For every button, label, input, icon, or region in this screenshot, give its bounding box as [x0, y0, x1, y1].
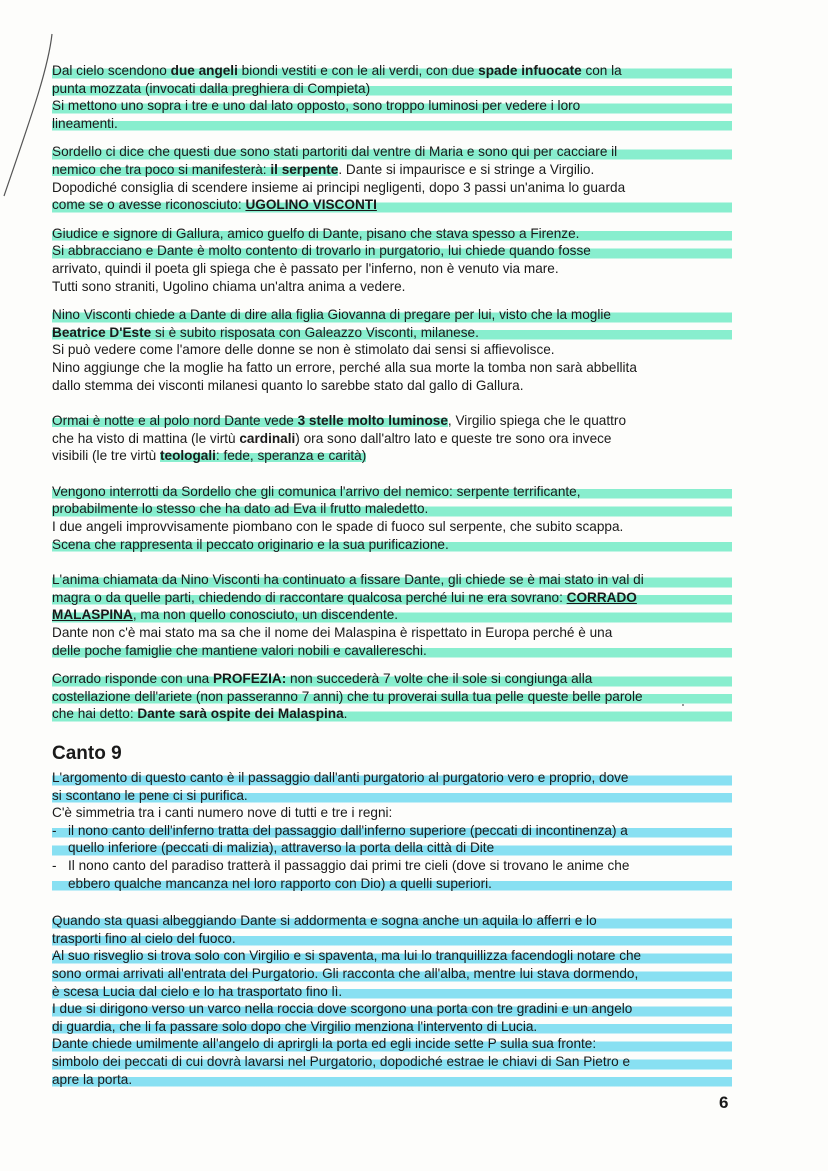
page-content: [52, 62, 732, 1099]
text-line: sono ormai arrivati all'entrata del Purgatorio. Gli racconta che all'alba, mentre lui stava dormendo,: [52, 965, 732, 983]
text-line: delle poche famiglie che mantiene valori nobili e cavallereschi.: [52, 642, 732, 660]
text-line: trasporti fino al cielo del fuoco.: [52, 930, 732, 948]
text-line: si scontano le pene ci si purifica.: [52, 787, 732, 805]
text-line: punta mozzata (invocati dalla preghiera di Compieta): [52, 80, 732, 98]
pen-margin-stroke: [0, 30, 60, 200]
text-line: Nino Visconti chiede a Dante di dire alla figlia Giovanna di pregare per lui, visto che la moglie: [52, 306, 732, 324]
paragraph-stars: [52, 412, 732, 465]
text-line: Sordello ci dice che questi due sono stati partoriti dal ventre di Maria e sono qui per cacciare il: [52, 143, 732, 161]
text-line: come se o avesse riconosciuto: UGOLINO VISCONTI: [52, 196, 732, 214]
text-line: magra o da quelle parti, chiedendo di raccontare qualcosa perché lui ne era sovrano: CORRADO: [52, 589, 732, 607]
text-line: probabilmente lo stesso che ha dato ad Eva il frutto maledetto.: [52, 500, 732, 518]
text-line: Al suo risveglio si trova solo con Virgilio e si spaventa, ma lui lo tranquillizza facendogli notare che: [52, 947, 732, 965]
paragraph-serpent: [52, 483, 732, 553]
text-line: costellazione dell'ariete (non passeranno 7 anni) che tu proverai sulla tua pelle queste belle parole: [52, 688, 732, 706]
paragraph-angels: [52, 62, 732, 132]
text-line: Dal cielo scendono due angeli biondi vestiti e con le ali verdi, con due spade infuocate con la: [52, 62, 732, 80]
text-line: Dopodiché consiglia di scendere insieme ai principi negligenti, dopo 3 passi un'anima lo guarda: [52, 179, 626, 195]
text-line: visibili (le tre virtù teologali: fede, speranza e carità): [52, 448, 367, 464]
text-line: Beatrice D'Este si è subito risposata con Galeazzo Visconti, milanese.: [52, 324, 732, 342]
text-line: Quando sta quasi albeggiando Dante si addormenta e sogna anche un aquila lo afferri e lo: [52, 912, 732, 930]
text-line: apre la porta.: [52, 1071, 732, 1089]
text-line: Tutti sono straniti, Ugolino chiama un'altra anima a vedere.: [52, 278, 406, 294]
text-line: Si mettono uno sopra i tre e uno dal lato opposto, sono troppo luminosi per vedere i loro: [52, 97, 732, 115]
text-line: Ormai è notte e al polo nord Dante vede 3 stelle molto luminose, Virgilio spiega che le quattro: [52, 413, 627, 429]
text-line: dallo stemma dei visconti milanesi quanto lo sarebbe stato dal gallo di Gallura.: [52, 377, 524, 393]
paper-speck: [682, 704, 684, 706]
text-line: Dante non c'è mai stato ma sa che il nome dei Malaspina è rispettato in Europa perché è una: [52, 625, 613, 641]
paragraph-profezia: [52, 670, 732, 723]
page-number: 6: [719, 1093, 729, 1112]
text-line: nemico che tra poco si manifesterà: il serpente. Dante si impaurisce e si stringe a Virgilio.: [52, 161, 595, 177]
paragraph-nino: [52, 306, 732, 394]
text-line: Si può vedere come l'amore delle donne se non è stimolato dai sensi si affievolisce.: [52, 342, 555, 358]
bullet-item-continuation: ebbero qualche mancanza nel loro rapporto con Dio) a quelli superiori.: [52, 875, 732, 893]
text-line: che ha visto di mattina (le virtù cardinali) ora sono dall'altro lato e queste tre sono ora invece: [52, 430, 612, 446]
text-line: Corrado risponde con una PROFEZIA: non succederà 7 volte che il sole si congiunga alla: [52, 670, 732, 688]
text-line: arrivato, quindi il poeta gli spiega che è passato per l'inferno, non è venuto via mare.: [52, 260, 559, 276]
text-line: Giudice e signore di Gallura, amico guelfo di Dante, pisano che stava spesso a Firenze.: [52, 225, 732, 243]
section-heading-canto-9: Canto 9: [52, 743, 122, 764]
text-line: di guardia, che li fa passare solo dopo che Virgilio menziona l'intervento di Lucia.: [52, 1018, 732, 1036]
text-line: lineamenti.: [52, 115, 732, 133]
text-line: MALASPINA, ma non quello conosciuto, un discendente.: [52, 606, 732, 624]
text-line: Vengono interrotti da Sordello che gli comunica l'arrivo del nemico: serpente terrificante,: [52, 483, 732, 501]
text-line: è scesa Lucia dal cielo e lo ha trasportato fino lì.: [52, 983, 732, 1001]
text-line: C'è simmetria tra i canti numero nove di tutti e tre i regni:: [52, 805, 393, 821]
paragraph-sordello: [52, 143, 732, 213]
text-line: Dante chiede umilmente all'angelo di aprirgli la porta ed egli incide sette P sulla sua fronte:: [52, 1035, 732, 1053]
text-line: Nino aggiunge che la moglie ha fatto un errore, perché alla sua morte la tomba non sarà abbellita: [52, 359, 637, 375]
text-line: Scena che rappresenta il peccato originario e la sua purificazione.: [52, 536, 732, 554]
bullet-item-continuation: quello inferiore (peccati di malizia), attraverso la porta della città di Dite: [52, 839, 732, 857]
bullet-item: - il nono canto dell'inferno tratta del passaggio dall'inferno superiore (peccati di incontinenza) a: [52, 822, 732, 840]
text-line: L'argomento di questo canto è il passaggio dall'anti purgatorio al purgatorio vero e proprio, dove: [52, 769, 732, 787]
text-line: simbolo dei peccati di cui dovrà lavarsi nel Purgatorio, dopodiché estrae le chiavi di San Pietro e: [52, 1053, 732, 1071]
paragraph-canto-intro: [52, 769, 732, 892]
paragraph-giudice: [52, 225, 732, 295]
text-line: L'anima chiamata da Nino Visconti ha continuato a fissare Dante, gli chiede se è mai stato in val di: [52, 571, 732, 589]
text-line: che hai detto: Dante sarà ospite dei Malaspina.: [52, 705, 732, 723]
text-line: Si abbracciano e Dante è molto contento di trovarlo in purgatorio, lui chiede quando fosse: [52, 242, 732, 260]
text-line: I due angeli improvvisamente piombano con le spade di fuoco sul serpente, che subito scappa.: [52, 519, 624, 535]
text-line: I due si dirigono verso un varco nella roccia dove scorgono una porta con tre gradini e un angelo: [52, 1000, 732, 1018]
paragraph-dream: [52, 912, 732, 1088]
paragraph-malaspina: [52, 571, 732, 659]
bullet-item: - Il nono canto del paradiso tratterà il passaggio dai primi tre cieli (dove si trovano le anime che: [52, 857, 630, 873]
